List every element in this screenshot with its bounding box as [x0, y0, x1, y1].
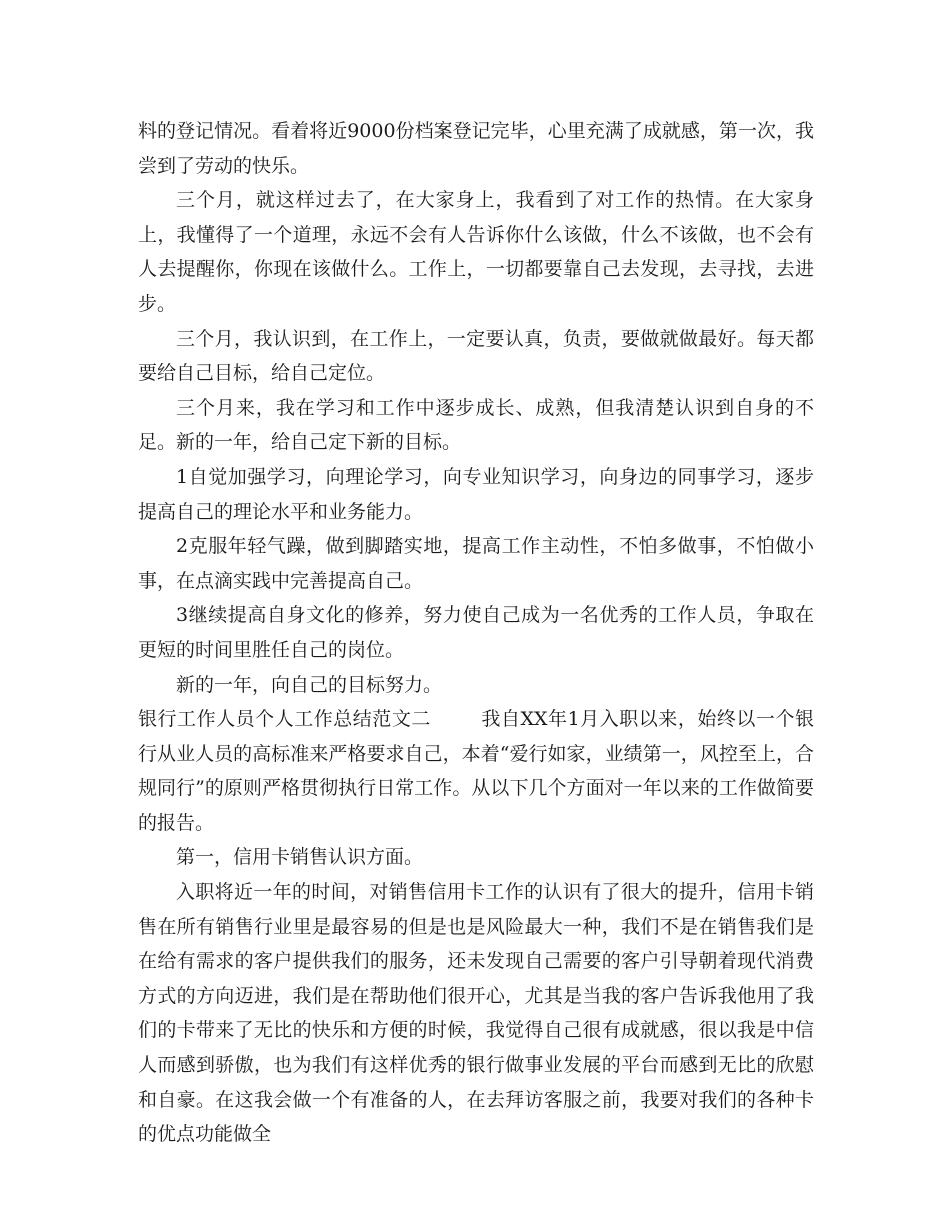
paragraph: 三个月来，我在学习和工作中逐步成长、成熟，但我清楚认识到自身的不足。新的一年，给自己定下新的目标。	[138, 396, 814, 454]
paragraph: 新的一年，向自己的目标努力。	[176, 673, 443, 696]
paragraph: 第一，信用卡销售认识方面。	[176, 846, 424, 869]
document-body	[138, 114, 814, 1152]
paragraph: 3继续提高自身文化的修养，努力使自己成为一名优秀的工作人员，争取在更短的时间里胜任自己的岗位。	[138, 604, 814, 661]
section-heading-line	[138, 702, 814, 840]
paragraph: 三个月，就这样过去了，在大家身上，我看到了对工作的热情。在大家身上，我懂得了一个道理，永远不会有人告诉你什么该做，什么不该做，也不会有人去提醒你，你现在该做什么。工作上，一切都要靠自己去发现，去寻找，去进步。	[138, 189, 814, 315]
paragraph: 三个月，我认识到，在工作上，一定要认真，负责，要做就做最好。每天都要给自己目标，给自己定位。	[138, 327, 814, 385]
paragraph: 入职将近一年的时间，对销售信用卡工作的认识有了很大的提升，信用卡销售在所有销售行业里是最容易的但是也是风险最大一种，我们不是在销售我们是在给有需求的客户提供我们的服务，还未发现自己需要的客户引导朝着现代消费方式的方向迈进，我们是在帮助他们很开心，尤其是当我的客户告诉我他用了我们的卡带来了无比的快乐和方便的时候，我觉得自己很有成就感，很以我是中信人而感到骄傲，也为我们有这样优秀的银行做事业发展的平台而感到无比的欣慰和自豪。在这我会做一个有准备的人，在去拜访客服之前，我要对我们的各种卡的优点功能做全	[138, 881, 814, 1146]
paragraph: 2克服年轻气躁，做到脚踏实地，提高工作主动性，不怕多做事，不怕做小事，在点滴实践中完善提高自己。	[138, 535, 814, 592]
paragraph: 1自觉加强学习，向理论学习，向专业知识学习，向身边的同事学习，逐步提高自己的理论水平和业务能力。	[138, 465, 814, 523]
paragraph: 料的登记情况。看着将近9000份档案登记完毕，心里充满了成就感，第一次，我尝到了劳动的快乐。	[138, 120, 814, 177]
section-title: 银行工作人员个人工作总结范文二	[138, 708, 431, 731]
section-intro: 我自XX年1月入职以来，始终以一个银行从业人员的高标准来严格要求自己，本着“爱行如家，业绩第一，风控至上，合规同行”的原则严格贯彻执行日常工作。从以下几个方面对一年以来的工作做简要的报告。	[138, 708, 814, 834]
